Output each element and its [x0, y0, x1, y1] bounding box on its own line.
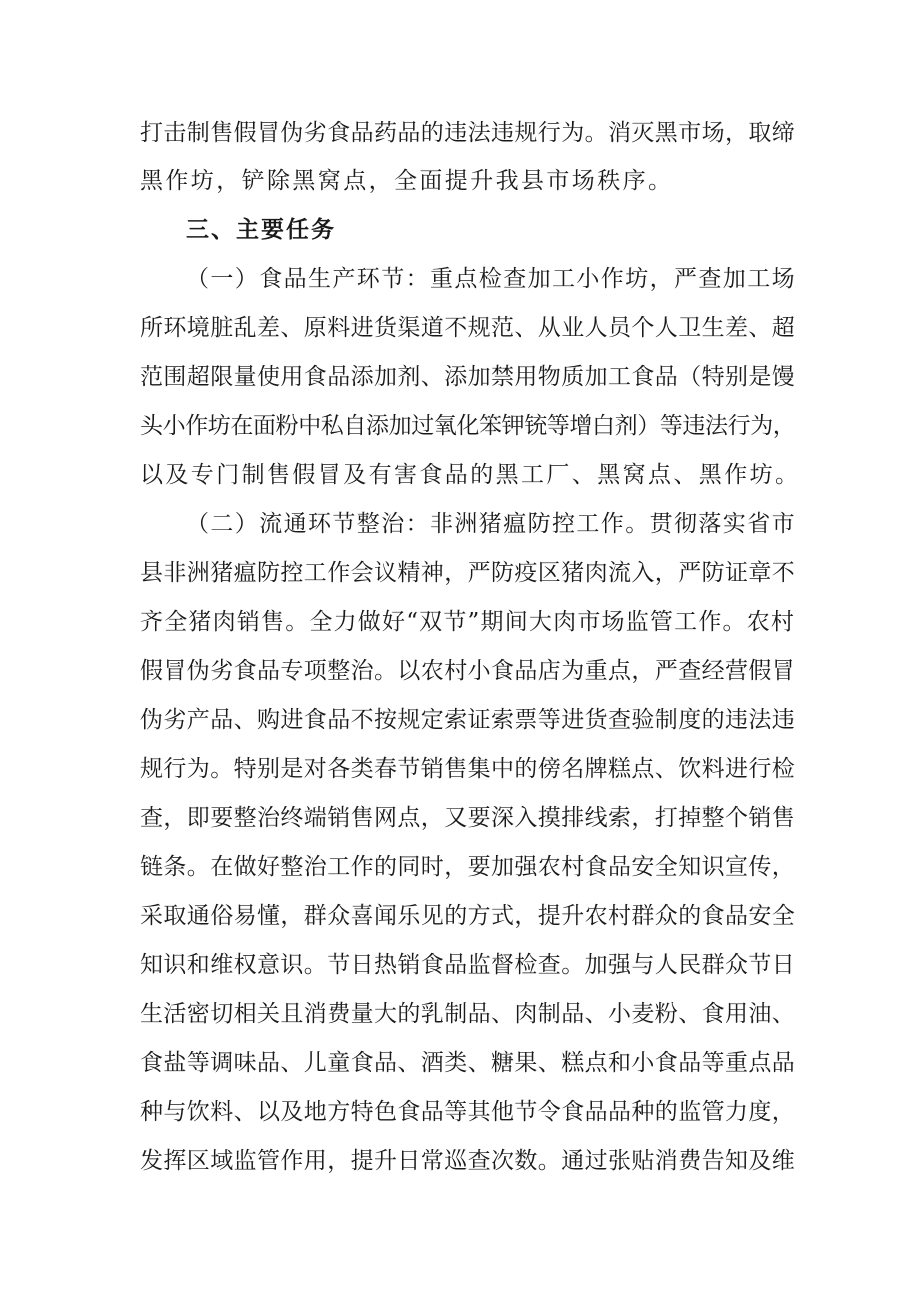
text-line: 所环境脏乱差、原料进货渠道不规范、从业人员个人卫生差、超 — [140, 315, 796, 341]
text-line: 打击制售假冒伪劣食品药品的违法违规行为。消灭黑市场，取缔 — [140, 120, 796, 146]
text-line: 食盐等调味品、儿童食品、酒类、糖果、糕点和小食品等重点品 — [140, 1050, 796, 1076]
text-line: 规行为。特别是对各类春节销售集中的傍名牌糕点、饮料进行检 — [140, 756, 796, 782]
text-line: 以及专门制售假冒及有害食品的黑工厂、黑窝点、黑作坊。 — [140, 462, 801, 488]
text-line: 种与饮料、以及地方特色食品等其他节令食品品种的监管力度， — [140, 1099, 796, 1125]
text-line: 伪劣产品、购进食品不按规定索证索票等进货查验制度的违法违 — [140, 707, 796, 733]
text-line: 知识和维权意识。节日热销食品监督检查。加强与人民群众节日 — [140, 952, 796, 978]
text-line: 县非洲猪瘟防控工作会议精神，严防疫区猪肉流入，严防证章不 — [140, 560, 796, 586]
text-line: 查，即要整治终端销售网点，又要深入摸排线索，打掉整个销售 — [140, 805, 796, 831]
text-line: 链条。在做好整治工作的同时，要加强农村食品安全知识宣传， — [140, 854, 796, 880]
text-line: （一）食品生产环节：重点检查加工小作坊，严查加工场 — [186, 266, 796, 292]
text-line: 齐全猪肉销售。全力做好“双节”期间大肉市场监管工作。农村 — [140, 609, 796, 635]
text-line: （二）流通环节整治：非洲猪瘟防控工作。贯彻落实省市 — [186, 511, 796, 537]
text-line: 黑作坊，铲除黑窝点，全面提升我县市场秩序。 — [140, 168, 674, 194]
text-line: 生活密切相关且消费量大的乳制品、肉制品、小麦粉、食用油、 — [140, 1001, 796, 1027]
text-line: 头小作坊在面粉中私自添加过氧化笨钾铳等增白剂）等违法行为， — [140, 413, 796, 439]
text-line: 范围超限量使用食品添加剂、添加禁用物质加工食品（特别是馒 — [140, 364, 796, 390]
section-heading: 三、主要任务 — [186, 217, 336, 243]
text-line: 发挥区域监管作用，提升日常巡查次数。通过张贴消费告知及维 — [140, 1148, 796, 1174]
text-line: 采取通俗易懂，群众喜闻乐见的方式，提升农村群众的食品安全 — [140, 903, 796, 929]
text-line: 假冒伪劣食品专项整治。以农村小食品店为重点，严查经营假冒 — [140, 658, 796, 684]
